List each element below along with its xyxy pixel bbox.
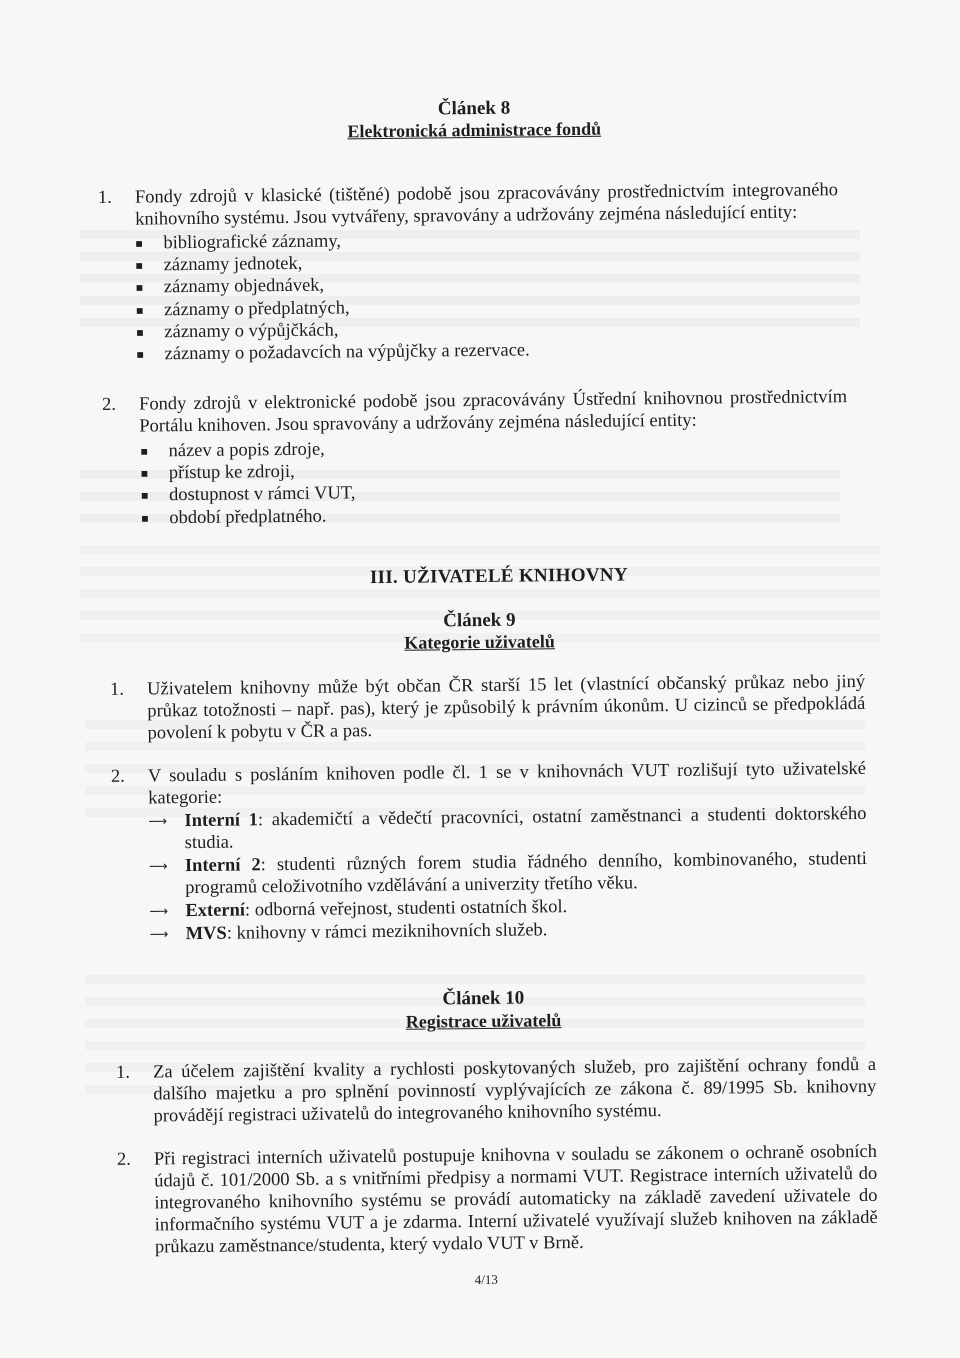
part-3-heading: III. UŽIVATELÉ KNIHOVNY [369, 564, 629, 589]
paragraph-number: 1. [115, 1062, 131, 1083]
square-bullet-icon: ■ [135, 280, 144, 295]
arrow-bullet-icon: ⟶ [148, 813, 168, 829]
article-8-entity-list-1 [135, 226, 736, 365]
square-bullet-icon: ■ [140, 488, 149, 503]
article-10-paragraph-1 [116, 1054, 877, 1128]
list-item: ⟶ MVS: knihovny v rámci meziknihovních služeb. [149, 920, 548, 945]
list-item: ■ záznamy o předplatných, [136, 297, 350, 320]
article-8-subtitle: Elektronická administrace fondů [347, 118, 602, 142]
paragraph-text: Uživatelem knihovny může být občan ČR starší 15 let (vlastnící občanský průkaz nebo jiný průkaz totožnosti – např. pas), který je způsobilý k právním úkonům. U cizinců se předpokládá povolení k pobytu v ČR a pas. [146, 671, 866, 744]
article-8-paragraph-1 [98, 179, 838, 231]
user-category-list [148, 803, 867, 947]
paragraph-number: 2. [101, 394, 117, 415]
square-bullet-icon: ■ [140, 466, 149, 481]
square-bullet-icon: ■ [140, 444, 148, 459]
paragraph-text: V souladu s posláním knihoven podle čl. 1 se v knihovnách VUT rozlišují tyto uživatelské kategorie: [147, 758, 867, 809]
list-item: ■ přístup ke zdroji, [140, 462, 295, 484]
square-bullet-icon: ■ [141, 511, 149, 526]
list-item: ■ název a popis zdroje, [140, 439, 325, 462]
article-8-entity-list-2 [140, 434, 741, 529]
paragraph-number: 2. [116, 1149, 131, 1170]
square-bullet-icon: ■ [136, 325, 144, 340]
list-item: ■ záznamy o výpůjčkách, [136, 320, 339, 343]
arrow-bullet-icon: ⟶ [149, 903, 169, 919]
list-item: ⟶ Interní 1: akademičtí a vědečtí pracovníci, ostatní zaměstnanci a studenti doktorského studia. [148, 803, 867, 854]
list-item: ■ období předplatného. [141, 506, 327, 528]
paragraph-number: 1. [109, 679, 125, 700]
article-10-paragraph-2 [117, 1141, 878, 1259]
arrow-bullet-icon: ⟶ [148, 858, 168, 874]
article-10-title: Článek 10 [442, 987, 525, 1010]
paragraph-number: 2. [110, 766, 125, 787]
list-item: ■ dostupnost v rámci VUT, [140, 483, 356, 506]
paragraph-number: 1. [97, 187, 112, 208]
paragraph-text: Fondy zdrojů v klasické (tištěné) podobě jsou zpracovávány prostřednictvím integrovaného knihovního systému. Jsou vytvářeny, spravovány a udržovány zejména následující entity: [134, 180, 838, 230]
square-bullet-icon: ■ [135, 236, 143, 251]
square-bullet-icon: ■ [135, 258, 143, 273]
article-9-subtitle: Kategorie uživatelů [404, 631, 555, 653]
article-9-title: Článek 9 [443, 609, 516, 632]
article-9-paragraph-2 [111, 758, 866, 810]
square-bullet-icon: ■ [136, 303, 144, 318]
article-8-paragraph-2 [102, 386, 847, 438]
article-9-paragraph-1 [110, 671, 866, 745]
article-8-title: Článek 8 [437, 97, 511, 120]
list-item: ⟶ Interní 2: studenti různých forem studia řádného denního, kombinovaného, studenti programů celoživotního vzdělávání a univerzity třetího věku. [148, 848, 867, 899]
article-10-subtitle: Registrace uživatelů [405, 1010, 562, 1032]
list-item: ■ záznamy objednávek, [135, 276, 325, 298]
paragraph-text: Za účelem zajištění kvality a rychlosti poskytovaných služeb, pro zajištění ochrany fondů a dalšího majetku a pro splnění povinností vyplývajících ze zákona č. 89/1995 Sb. knihovny provádějí registraci uživatelů do integrovaného knihovního systému. [152, 1054, 877, 1127]
list-item: ■ záznamy o požadavcích na výpůjčky a rezervace. [136, 340, 530, 365]
list-item: ⟶ Externí: odborná veřejnost, studenti ostatních škol. [149, 897, 568, 922]
square-bullet-icon: ■ [136, 347, 144, 362]
paragraph-text: Při registraci interních uživatelů postupuje knihovna v souladu se zákonem o ochraně osobních údajů č. 101/2000 Sb. a s vnitřními předpisy a normami VUT. Registrace interních uživatelů do integrovaného knihovního systému se provádí automaticky na základě zavedení uživatele do informačního systému VUT a je zdarma. Interní uživatelé využívají služeb knihoven na základě průkazu zaměstnance/studenta, který vydalo VUT v Brně. [153, 1141, 878, 1258]
page-number: 4/13 [474, 1271, 498, 1288]
list-item: ■ záznamy jednotek, [135, 254, 303, 276]
paragraph-text: Fondy zdrojů v elektronické podobě jsou zpracovávány Ústřední knihovnou prostřednictvím Portálu knihoven. Jsou spravovány a udržovány zejména následující entity: [138, 387, 848, 437]
arrow-bullet-icon: ⟶ [149, 926, 169, 942]
list-item: ■ bibliografické záznamy, [135, 231, 342, 254]
